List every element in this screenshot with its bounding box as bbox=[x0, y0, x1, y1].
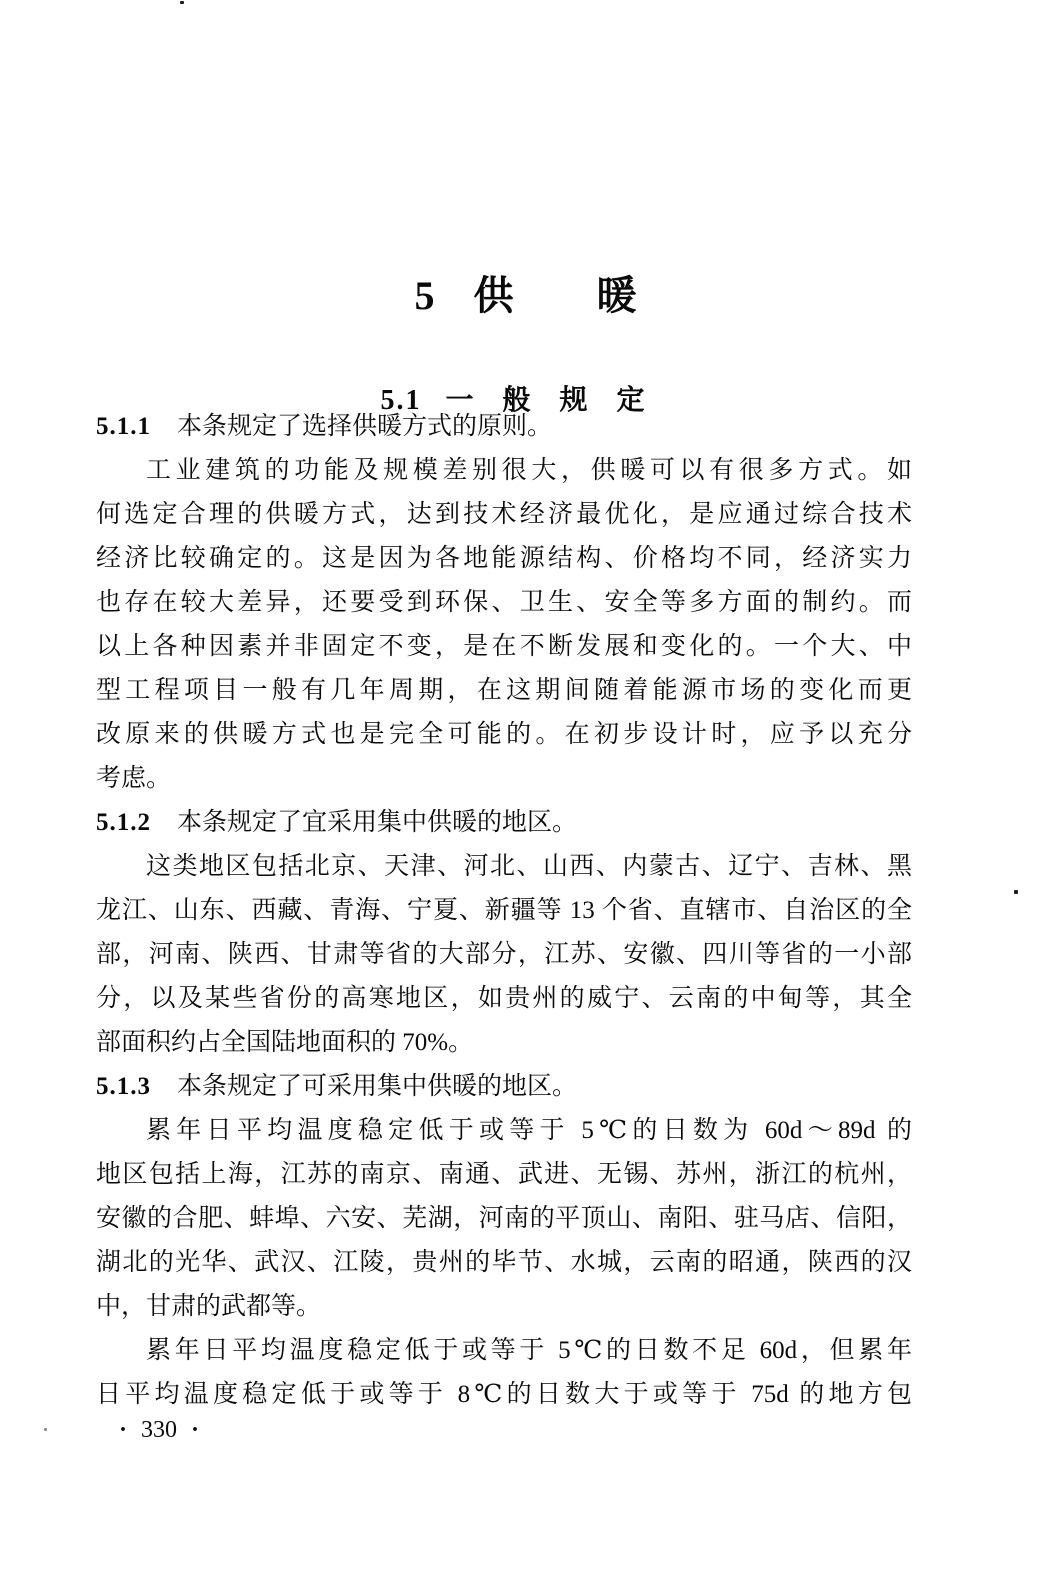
text-line bbox=[96, 1373, 912, 1417]
line-text: 经济比较确定的。这是因为各地能源结构、价格均不同，经济实力 bbox=[96, 545, 912, 572]
line-text: 考虑。 bbox=[96, 765, 172, 792]
line-text: 累年日平均温度稳定低于或等于 5℃的日数为 60d～89d 的 bbox=[146, 1117, 912, 1144]
line-text: 这类地区包括北京、天津、河北、山西、内蒙古、辽宁、吉林、黑 bbox=[146, 853, 912, 880]
text-line bbox=[96, 493, 912, 537]
line-text: 部，河南、陕西、甘肃等省的大部分，江苏、安徽、四川等省的一小部 bbox=[96, 941, 912, 968]
scan-speck bbox=[44, 1428, 47, 1431]
line-text: 分，以及某些省份的高寒地区，如贵州的威宁、云南的中甸等，其全 bbox=[96, 985, 912, 1012]
text-line bbox=[96, 845, 912, 889]
text-line bbox=[96, 977, 912, 1021]
line-text: 湖北的光华、武汉、江陵，贵州的毕节、水城，云南的昭通，陕西的汉 bbox=[96, 1249, 912, 1276]
line-text: 中，甘肃的武都等。 bbox=[96, 1293, 322, 1320]
line-text: 以上各种因素并非固定不变，是在不断发展和变化的。一个大、中 bbox=[96, 633, 912, 660]
clause-number: 5.1.2 bbox=[96, 809, 151, 836]
line-text: 地区包括上海，江苏的南京、南通、武进、无锡、苏州，浙江的杭州， bbox=[96, 1161, 912, 1188]
line-text: 工业建筑的功能及规模差别很大，供暖可以有很多方式。如 bbox=[146, 457, 912, 484]
text-line bbox=[96, 1329, 912, 1373]
line-text: 部面积约占全国陆地面积的 70%。 bbox=[96, 1029, 474, 1056]
line-text: 龙江、山东、西藏、青海、宁夏、新疆等 13 个省、直辖市、自治区的全 bbox=[96, 897, 912, 924]
chapter-title: 供 暖 bbox=[473, 273, 638, 318]
line-text: 本条规定了可采用集中供暖的地区。 bbox=[177, 1073, 578, 1100]
text-line bbox=[96, 581, 912, 625]
clause-line-5.1.1 bbox=[96, 405, 912, 449]
text-line bbox=[96, 889, 912, 933]
text-line bbox=[96, 1197, 912, 1241]
text-line bbox=[96, 625, 912, 669]
line-text: 改原来的供暖方式也是完全可能的。在初步设计时，应予以充分 bbox=[96, 721, 912, 748]
chapter-number: 5 bbox=[414, 273, 436, 318]
text-line bbox=[96, 537, 912, 581]
text-line bbox=[96, 757, 912, 801]
line-text: 本条规定了宜采用集中供暖的地区。 bbox=[177, 809, 578, 836]
scan-speck bbox=[1014, 890, 1018, 894]
text-line bbox=[96, 933, 912, 977]
section-title: 一 般 规 定 bbox=[445, 385, 656, 416]
clause-line-5.1.2 bbox=[96, 801, 912, 845]
text-line bbox=[96, 449, 912, 493]
page-footer bbox=[112, 1414, 206, 1446]
text-line bbox=[96, 1109, 912, 1153]
line-text: 累年日平均温度稳定低于或等于 5℃的日数不足 60d，但累年 bbox=[146, 1337, 912, 1364]
text-line bbox=[96, 1241, 912, 1285]
line-text: 安徽的合肥、蚌埠、六安、芜湖，河南的平顶山、南阳、驻马店、信阳， bbox=[96, 1205, 912, 1232]
text-line bbox=[96, 713, 912, 757]
line-text: 日平均温度稳定低于或等于 8℃的日数大于或等于 75d 的地方包 bbox=[96, 1381, 912, 1408]
text-line bbox=[96, 1153, 912, 1197]
line-text: 型工程项目一般有几年周期，在这期间随着能源市场的变化而更 bbox=[96, 677, 912, 704]
line-text: 本条规定了选择供暖方式的原则。 bbox=[177, 413, 553, 440]
text-line bbox=[96, 1021, 912, 1065]
footer-bullet-left: · bbox=[119, 1417, 128, 1443]
page-number: 330 bbox=[141, 1417, 178, 1443]
line-text: 也存在较大差异，还要受到环保、卫生、安全等多方面的制约。而 bbox=[96, 589, 912, 616]
text-line bbox=[96, 669, 912, 713]
footer-bullet-right: · bbox=[191, 1417, 200, 1443]
scan-speck bbox=[180, 1, 184, 4]
clause-line-5.1.3 bbox=[96, 1065, 912, 1109]
clause-number: 5.1.1 bbox=[96, 413, 151, 440]
clause-number: 5.1.3 bbox=[96, 1073, 151, 1100]
body-text bbox=[96, 405, 912, 1417]
line-text: 何选定合理的供暖方式，达到技术经济最优化，是应通过综合技术 bbox=[96, 501, 912, 528]
text-line bbox=[96, 1285, 912, 1329]
section-number: 5.1 bbox=[380, 385, 422, 416]
